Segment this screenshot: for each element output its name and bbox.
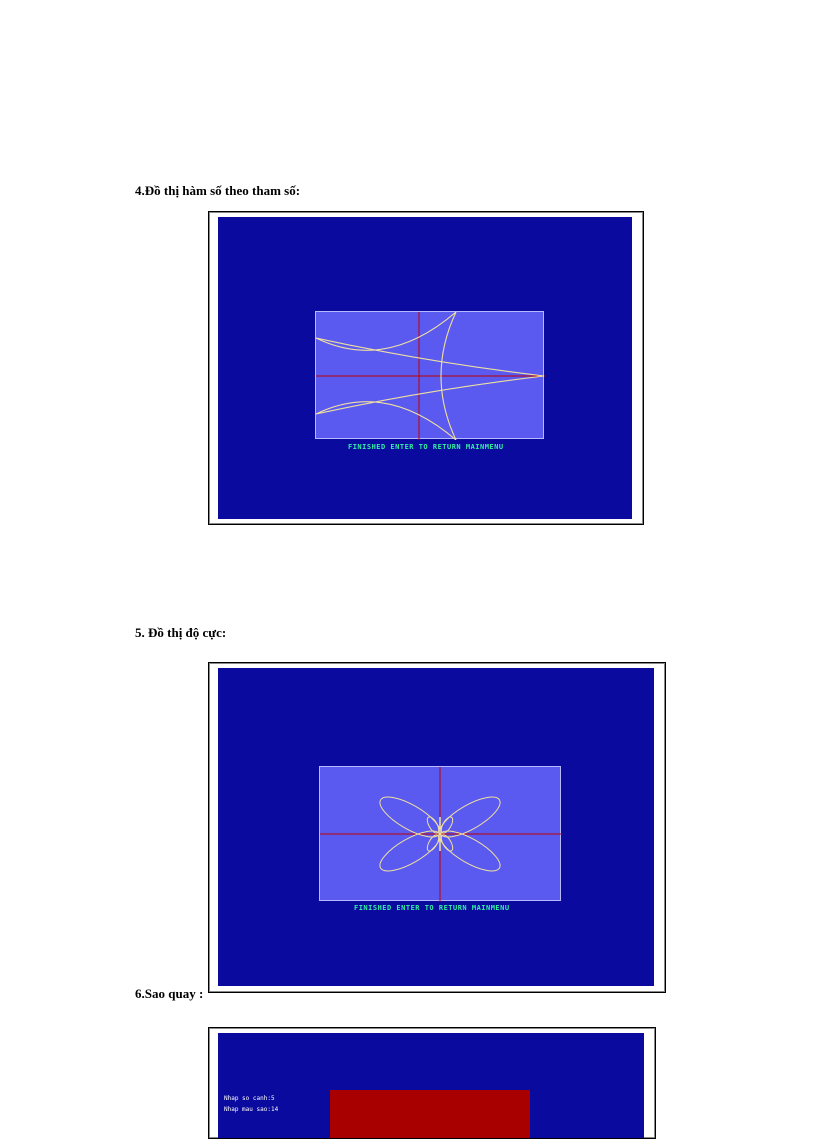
polar-plot-area — [319, 766, 561, 901]
dos-screen — [218, 217, 632, 519]
screen-footer-text: FINISHED ENTER TO RETURN MAINMENU — [348, 443, 504, 451]
screen-footer-text: FINISHED ENTER TO RETURN MAINMENU — [354, 904, 510, 912]
screenshot-frame-parametric — [208, 211, 644, 525]
prompt-sides: Nhap so canh:5 — [224, 1095, 275, 1102]
red-drawing-area — [330, 1090, 530, 1138]
section-6-heading: 6.Sao quay : — [135, 986, 204, 1001]
section-5-heading: 5. Đồ thị độ cực: — [135, 625, 227, 640]
parametric-plot-area — [315, 311, 544, 439]
polar-curve-svg — [320, 767, 562, 902]
dos-screen — [218, 668, 654, 986]
section-4-heading: 4.Đồ thị hàm số theo tham số: — [135, 183, 301, 198]
screenshot-frame-polar — [208, 662, 666, 993]
parametric-curve-svg — [316, 312, 545, 440]
dos-screen — [218, 1033, 644, 1138]
screenshot-frame-star — [208, 1027, 656, 1139]
prompt-color: Nhap mau sao:14 — [224, 1106, 279, 1113]
